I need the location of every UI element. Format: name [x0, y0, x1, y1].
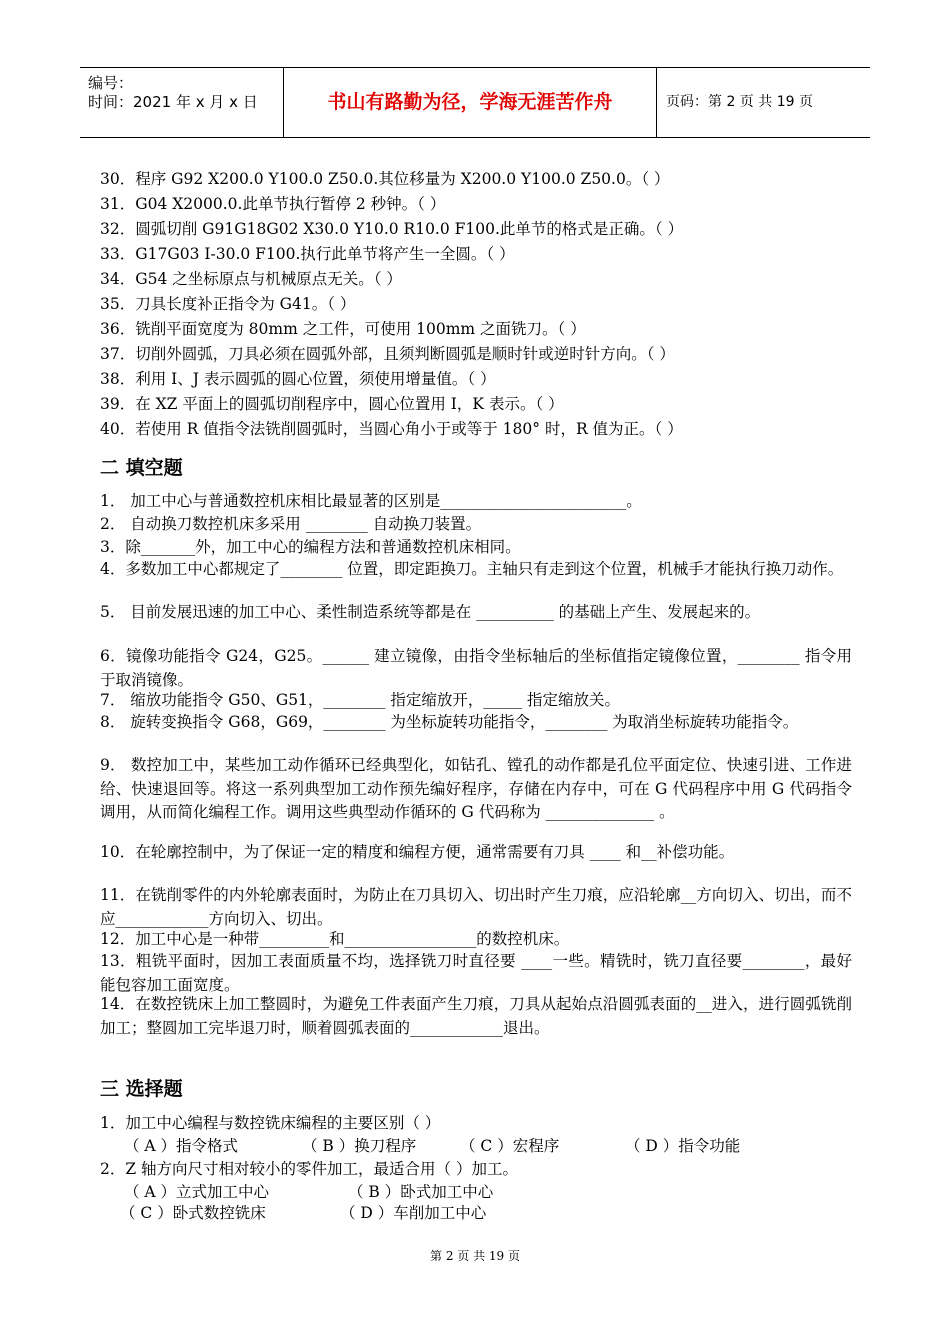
judgement-item: 37．切削外圆弧，刀具必须在圆弧外部，且须判断圆弧是顺时针或逆时针方向。（ ）: [100, 345, 675, 363]
judgement-item: 40．若使用 R 值指令法铣削圆弧时，当圆心角小于或等于 180° 时，R 值为正。（ ）: [100, 420, 683, 438]
judgement-item: 35．刀具长度补正指令为 G41。（ ）: [100, 295, 356, 313]
header-page-cell: [656, 68, 870, 137]
choice-question: 1．加工中心编程与数控铣床编程的主要区别（ ）: [100, 1114, 441, 1132]
judgement-item: 34．G54 之坐标原点与机械原点无关。（ ）: [100, 270, 402, 288]
choice-option: （ C ）卧式数控铣床: [120, 1204, 266, 1222]
fill-item: 4．多数加工中心都规定了________ 位置，即定距换刀。主轴只有走到这个位置，机械手才能执行换刀动作。: [100, 560, 844, 578]
header-page-code: 页码：第 2 页 共 19 页: [666, 94, 813, 110]
fill-item: 8． 旋转变换指令 G68，G69，________ 为坐标旋转功能指令，________ 为取消坐标旋转功能指令。: [100, 713, 799, 731]
page-footer: 第 2 页 共 19 页: [430, 1249, 520, 1263]
section-title-fill: 二 填空题: [100, 457, 183, 479]
fill-item: 9． 数控加工中，某些加工动作循环已经典型化，如钻孔、镗孔的动作都是孔位平面定位、快速引进、工作进给、快速退回等。将这一系列典型加工动作预先编好程序，存储在内存中，可在 G 代码程序中用 G 代码指令调用，从而简化编程工作。调用这些典型动作循环的 G 代码称为 ______________ 。: [100, 756, 852, 822]
header-time-label: 时间：2021 年 x 月 x 日: [88, 93, 258, 111]
fill-item: 14．在数控铣床上加工整圆时，为避免工件表面产生刀痕，刀具从起始点沿圆弧表面的__进入，进行圆弧铣削加工；整圆加工完毕退刀时，顺着圆弧表面的____________退出。: [100, 995, 852, 1037]
section-title-choice: 三 选择题: [100, 1078, 183, 1100]
judgement-item: 33．G17G03 I-30.0 F100.执行此单节将产生一全圆。（ ）: [100, 245, 515, 263]
choice-option: （ A ）立式加工中心: [124, 1183, 270, 1201]
choice-option: （ D ）车削加工中心: [340, 1204, 487, 1222]
choice-option: （ A ）指令格式: [124, 1137, 239, 1155]
fill-item: 7． 缩放功能指令 G50、G51，________ 指定缩放开，_____ 指定缩放关。: [100, 691, 621, 709]
fill-item: 2． 自动换刀数控机床多采用 ________ 自动换刀装置。: [100, 515, 482, 533]
header-motto: 书山有路勤为径，学海无涯苦作舟: [327, 91, 613, 113]
fill-item: 5． 目前发展迅速的加工中心、柔性制造系统等都是在 __________ 的基础上产生、发展起来的。: [100, 603, 761, 621]
fill-item: 10．在轮廓控制中，为了保证一定的精度和编程方便，通常需要有刀具 ____ 和__补偿功能。: [100, 843, 735, 861]
choice-option: （ B ）换刀程序: [302, 1137, 417, 1155]
header-motto-cell: [283, 68, 657, 137]
fill-item: 11．在铣削零件的内外轮廓表面时，为防止在刀具切入、切出时产生刀痕，应沿轮廓__方向切入、切出，而不应____________方向切入、切出。: [100, 886, 852, 928]
header-code-label: 编号：: [88, 74, 134, 92]
fill-item: 6．镜像功能指令 G24，G25。______ 建立镜像，由指令坐标轴后的坐标值指定镜像位置，________ 指令用于取消镜像。: [100, 647, 852, 689]
choice-option: （ D ）指令功能: [625, 1137, 741, 1155]
fill-item: 12．加工中心是一种带_________和_________________的数控机床。: [100, 930, 570, 948]
choice-question: 2．Z 轴方向尺寸相对较小的零件加工，最适合用（ ）加工。: [100, 1160, 518, 1178]
page-header: [80, 67, 870, 138]
judgement-item: 38．利用 I、J 表示圆弧的圆心位置，须使用增量值。（ ）: [100, 370, 496, 388]
judgement-item: 39．在 XZ 平面上的圆弧切削程序中，圆心位置用 I，K 表示。（ ）: [100, 395, 564, 413]
choice-option: （ B ）卧式加工中心: [348, 1183, 494, 1201]
header-meta: [80, 68, 283, 137]
fill-item: 1． 加工中心与普通数控机床相比最显著的区别是________________________。: [100, 492, 642, 510]
fill-item: 13．粗铣平面时，因加工表面质量不均，选择铣刀时直径要 ____一些。精铣时，铣刀直径要________，最好能包容加工面宽度。: [100, 952, 852, 994]
choice-option: （ C ）宏程序: [460, 1137, 560, 1155]
judgement-item: 32．圆弧切削 G91G18G02 X30.0 Y10.0 R10.0 F100.此单节的格式是正确。（ ）: [100, 220, 684, 238]
judgement-item: 36．铣削平面宽度为 80mm 之工件，可使用 100mm 之面铣刀。（ ）: [100, 320, 586, 338]
judgement-item: 30．程序 G92 X200.0 Y100.0 Z50.0.其位移量为 X200.0 Y100.0 Z50.0。（ ）: [100, 170, 670, 188]
fill-item: 3．除_______外，加工中心的编程方法和普通数控机床相同。: [100, 538, 521, 556]
judgement-item: 31．G04 X2000.0.此单节执行暂停 2 秒钟。（ ）: [100, 195, 446, 213]
